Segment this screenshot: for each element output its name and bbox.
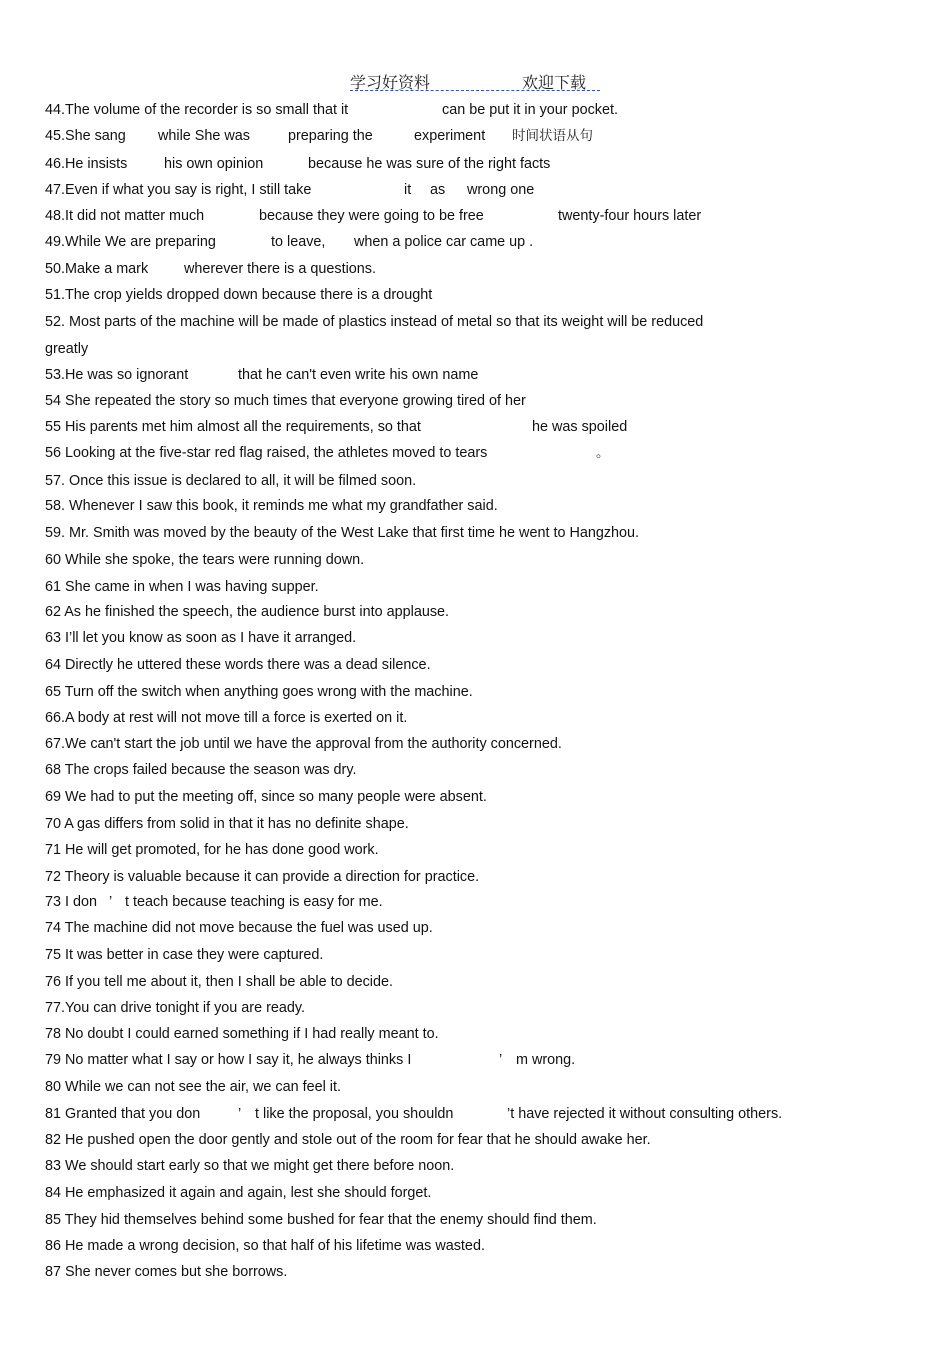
sentence-line	[45, 867, 925, 887]
sentence-segment: 48.It did not matter much	[45, 208, 205, 224]
sentence-line	[45, 892, 925, 912]
sentence-segment: 61 She came in when I was having supper.	[45, 579, 319, 595]
sentence-segment: because he was sure of the right facts	[308, 156, 551, 172]
sentence-segment: 73 I don	[45, 894, 98, 910]
sentence-line	[45, 840, 925, 860]
sentence-line	[45, 1077, 925, 1097]
sentence-line	[45, 787, 925, 807]
sentence-line	[45, 391, 925, 411]
sentence-line	[45, 1210, 925, 1230]
sentence-segment: greatly	[45, 341, 89, 357]
sentence-segment: while She was	[158, 128, 250, 144]
sentence-line	[45, 998, 925, 1018]
sentence-segment: 53.He was so ignorant	[45, 367, 189, 383]
sentence-line	[45, 259, 925, 279]
sentence-segment: 65 Turn off the switch when anything goes wrong with the machine.	[45, 684, 473, 700]
sentence-segment: 71 He will get promoted, for he has done good work.	[45, 842, 379, 858]
sentence-line	[45, 602, 925, 622]
sentence-line	[45, 523, 925, 543]
sentence-segment: ’t have rejected it without consulting others.	[507, 1106, 783, 1122]
sentence-line	[45, 312, 925, 332]
sentence-segment: his own opinion	[164, 156, 264, 172]
sentence-line	[45, 1130, 925, 1150]
sentence-segment: 44.The volume of the recorder is so small that it	[45, 102, 349, 118]
sentence-segment: 76 If you tell me about it, then I shall be able to decide.	[45, 974, 393, 990]
sentence-line	[45, 1050, 925, 1070]
sentence-line	[45, 628, 925, 648]
sentence-segment: ’	[238, 1106, 242, 1122]
sentence-line	[45, 945, 925, 965]
sentence-segment: 78 No doubt I could earned something if I had really meant to.	[45, 1026, 439, 1042]
sentence-line	[45, 972, 925, 992]
sentence-segment: t like the proposal, you shouldn	[255, 1106, 454, 1122]
sentence-segment: 81 Granted that you don	[45, 1106, 201, 1122]
sentence-segment: twenty-four hours later	[558, 208, 702, 224]
sentence-segment: 85 They hid themselves behind some bushed for fear that the enemy should find them.	[45, 1212, 597, 1228]
sentence-line	[45, 126, 925, 146]
sentence-line	[45, 577, 925, 597]
sentence-segment: 57. Once this issue is declared to all, it will be filmed soon.	[45, 473, 417, 489]
sentence-segment: 46.He insists	[45, 156, 128, 172]
sentence-segment: when a police car came up .	[354, 234, 534, 250]
sentence-segment: 75 It was better in case they were captured.	[45, 947, 324, 963]
sentence-line	[45, 100, 925, 120]
sentence-segment: 。	[596, 445, 610, 461]
sentence-segment: 64 Directly he uttered these words there was a dead silence.	[45, 657, 431, 673]
sentence-line	[45, 1262, 925, 1282]
sentence-segment: 时间状语从句	[512, 128, 593, 144]
sentence-segment: 50.Make a mark	[45, 261, 149, 277]
sentence-segment: 55 His parents met him almost all the requirements, so that	[45, 419, 421, 435]
sentence-segment: 51.The crop yields dropped down because there is a drought	[45, 287, 433, 303]
sentence-segment: 72 Theory is valuable because it can provide a direction for practice.	[45, 869, 480, 885]
sentence-segment: t teach because teaching is easy for me.	[125, 894, 383, 910]
sentence-segment: wherever there is a questions.	[184, 261, 376, 277]
sentence-segment: 70 A gas differs from solid in that it has no definite shape.	[45, 816, 409, 832]
header-left-text: 学习好资料	[350, 73, 431, 92]
sentence-line	[45, 1104, 925, 1124]
sentence-segment: 63 I’ll let you know as soon as I have it arranged.	[45, 630, 357, 646]
sentence-segment: 59. Mr. Smith was moved by the beauty of the West Lake that first time he went to Hangzhou.	[45, 525, 640, 541]
sentence-line	[45, 760, 925, 780]
sentence-line	[45, 154, 925, 174]
sentence-line	[45, 1024, 925, 1044]
sentence-segment: 47.Even if what you say is right, I still take	[45, 182, 312, 198]
sentence-segment: 83 We should start early so that we might get there before noon.	[45, 1158, 455, 1174]
sentence-segment: ’	[109, 894, 113, 910]
sentence-segment: 82 He pushed open the door gently and stole out of the room for fear that he should awake her.	[45, 1132, 651, 1148]
sentence-line	[45, 814, 925, 834]
sentence-segment: 74 The machine did not move because the fuel was used up.	[45, 920, 433, 936]
sentence-line	[45, 708, 925, 728]
header-right-text: 欢迎下载	[522, 73, 587, 92]
sentence-segment: 84 He emphasized it again and again, lest she should forget.	[45, 1185, 432, 1201]
sentence-segment: wrong one	[467, 182, 535, 198]
sentence-segment: m wrong.	[516, 1052, 576, 1068]
sentence-segment: 67.We can't start the job until we have the approval from the authority concerned.	[45, 736, 562, 752]
sentence-segment: experiment	[414, 128, 486, 144]
sentence-line	[45, 471, 925, 491]
sentence-line	[45, 206, 925, 226]
sentence-segment: 54 She repeated the story so much times that everyone growing tired of her	[45, 393, 526, 409]
sentence-line	[45, 1236, 925, 1256]
sentence-line	[45, 285, 925, 305]
sentence-segment: it	[404, 182, 412, 198]
sentence-line	[45, 443, 925, 463]
header-dashed-rule	[350, 90, 600, 91]
sentence-line	[45, 417, 925, 437]
sentence-segment: 86 He made a wrong decision, so that half of his lifetime was wasted.	[45, 1238, 485, 1254]
sentence-line	[45, 1183, 925, 1203]
sentence-line	[45, 550, 925, 570]
sentence-line	[45, 180, 925, 200]
sentence-segment: 66.A body at rest will not move till a force is exerted on it.	[45, 710, 408, 726]
sentence-line	[45, 918, 925, 938]
sentence-line	[45, 496, 925, 516]
sentence-segment: ’	[499, 1052, 503, 1068]
sentence-segment: 52. Most parts of the machine will be made of plastics instead of metal so that its weight will be reduced	[45, 314, 704, 330]
sentence-segment: 69 We had to put the meeting off, since so many people were absent.	[45, 789, 487, 805]
sentence-line	[45, 339, 925, 359]
sentence-segment: 60 While she spoke, the tears were running down.	[45, 552, 365, 568]
sentence-segment: to leave,	[271, 234, 326, 250]
sentence-segment: 49.While We are preparing	[45, 234, 216, 250]
sentence-segment: 45.She sang	[45, 128, 126, 144]
sentence-segment: 80 While we can not see the air, we can feel it.	[45, 1079, 341, 1095]
sentence-segment: can be put it in your pocket.	[442, 102, 618, 118]
sentence-segment: 79 No matter what I say or how I say it, he always thinks I	[45, 1052, 412, 1068]
sentence-line	[45, 232, 925, 252]
sentence-line	[45, 365, 925, 385]
sentence-segment: because they were going to be free	[259, 208, 484, 224]
sentence-line	[45, 734, 925, 754]
sentence-segment: preparing the	[288, 128, 373, 144]
sentence-segment: 87 She never comes but she borrows.	[45, 1264, 288, 1280]
sentence-segment: 68 The crops failed because the season was dry.	[45, 762, 357, 778]
sentence-segment: 56 Looking at the five-star red flag raised, the athletes moved to tears	[45, 445, 488, 461]
sentence-line	[45, 1156, 925, 1176]
sentence-line	[45, 655, 925, 675]
sentence-segment: as	[430, 182, 446, 198]
sentence-segment: 77.You can drive tonight if you are ready.	[45, 1000, 305, 1016]
sentence-segment: 62 As he finished the speech, the audience burst into applause.	[45, 604, 450, 620]
sentence-segment: he was spoiled	[532, 419, 628, 435]
sentence-segment: that he can't even write his own name	[238, 367, 479, 383]
sentence-segment: 58. Whenever I saw this book, it reminds me what my grandfather said.	[45, 498, 498, 514]
sentence-line	[45, 682, 925, 702]
